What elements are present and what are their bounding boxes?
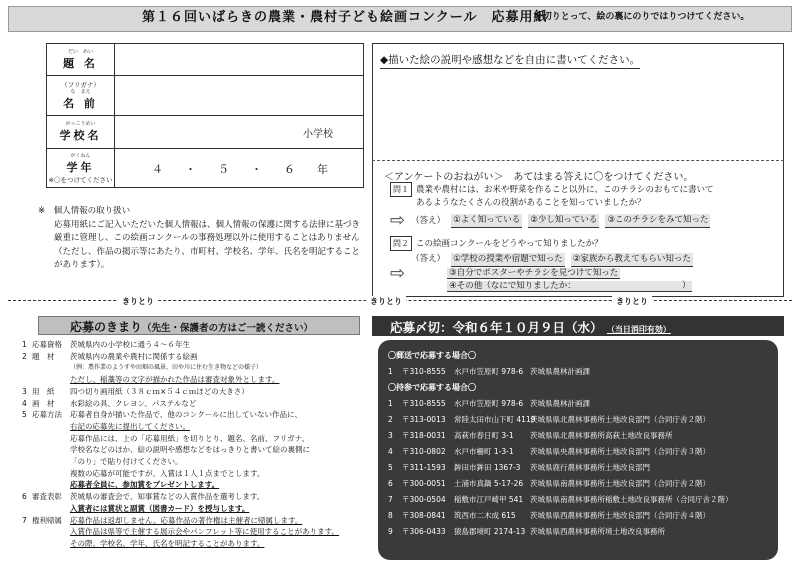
survey-divider bbox=[372, 160, 784, 161]
rule-number: 1 bbox=[22, 340, 27, 349]
address-org: 茨城県県央農林事務所土地改良部門（合同庁舎３階） bbox=[530, 447, 710, 456]
name-ruby: な まえ bbox=[70, 89, 91, 95]
address-location: 水戸市笠原町 978-6 bbox=[454, 367, 524, 376]
rules-heading-text: 応募のきまり bbox=[70, 320, 143, 334]
q2-option-4[interactable]: ④その他（なにで知りましたか： ） bbox=[449, 281, 691, 291]
grade-option-4[interactable]: ４ bbox=[152, 163, 163, 176]
address-location: 水戸市柵町 1-3-1 bbox=[454, 447, 514, 456]
rule-number: 2 bbox=[22, 351, 27, 361]
address-location: 鉾田市鉾田 1367-3 bbox=[454, 463, 521, 472]
mail-heading: 〇郵送で応募する場合〇 bbox=[388, 351, 476, 360]
description-field[interactable] bbox=[376, 72, 778, 156]
rule-line: 入賞者には賞状と副賞（図書カード）を授与します。 bbox=[70, 503, 250, 513]
address-row bbox=[388, 524, 772, 540]
address-location: 高萩市春日町 3-1 bbox=[454, 431, 514, 440]
q1-tag: 問１ bbox=[390, 182, 412, 197]
address-zip: 〒311-1593 bbox=[402, 463, 446, 472]
cut-label-left: きりとり bbox=[118, 296, 158, 307]
rules-heading-sub: （先生・保護者の方はご一読ください） bbox=[142, 323, 314, 334]
school-label: 学校名 bbox=[59, 129, 102, 142]
address-org: 茨城県県北農林事務所高萩土地改良事務所 bbox=[530, 431, 673, 440]
deadline bbox=[390, 318, 671, 336]
rule-key: 権利帰属 bbox=[32, 515, 62, 525]
q1-answer-label: （答え） bbox=[411, 215, 446, 226]
rule-key: 応募方法 bbox=[32, 410, 62, 420]
form-row-school bbox=[47, 116, 363, 149]
address-row bbox=[388, 364, 772, 380]
name-label-cell bbox=[47, 76, 115, 115]
entry-form-table bbox=[46, 43, 364, 188]
rule-line: 右記の応募先に提出してください。 bbox=[70, 421, 190, 431]
address-location: 常陸太田市山下町 4119 bbox=[454, 415, 536, 424]
q2-tag: 問２ bbox=[390, 236, 412, 251]
privacy-body: 応募用紙にご記入いただいた個人情報は、個人情報の保護に関する法律に基づき厳重に管理し、この絵画コンクールの事務処理以外に使用することはありません（ただし、作品の掲示等にあたり、市町村、学校名、学年、氏名を明記することがあります）。 bbox=[54, 219, 361, 270]
address-zip: 〒310-8555 bbox=[402, 367, 446, 376]
q1-text-line1: 農業や農村には、お米や野菜を作ること以外に、このチラシのおもてに書いて bbox=[416, 185, 714, 195]
address-row bbox=[388, 460, 772, 476]
rule-item bbox=[22, 491, 367, 514]
rules-heading bbox=[70, 318, 313, 335]
form-row-grade bbox=[47, 149, 363, 187]
address-row bbox=[388, 428, 772, 444]
q1-text-line2: あるようなたくさんの役割があることを知っていましたか？ bbox=[416, 198, 646, 208]
address-row bbox=[388, 396, 772, 412]
rule-line: 学校名などのほか、絵の説明や感想などをはっきりと書いて絵の裏側に bbox=[70, 445, 310, 455]
title-label: 題 名 bbox=[63, 56, 98, 70]
name-label: 名 前 bbox=[63, 97, 98, 110]
furigana-label: （フリガナ） bbox=[61, 81, 100, 89]
privacy-notice bbox=[38, 205, 368, 273]
address-org: 茨城県農林計画課 bbox=[530, 399, 590, 408]
grade-ruby: がくねん bbox=[70, 152, 91, 159]
form-row-name bbox=[47, 76, 363, 116]
address-location: 水戸市笠原町 978-6 bbox=[454, 399, 524, 408]
grade-suffix: 年 bbox=[317, 163, 328, 176]
rule-item bbox=[22, 351, 367, 386]
rule-line: 四つ切り画用紙（３８ｃｍ×５４ｃｍほどの大きさ） bbox=[70, 386, 249, 396]
address-location: 猿島郡境町 2174-13 bbox=[454, 527, 526, 536]
address-location: 筑西市二木成 615 bbox=[454, 511, 516, 520]
address-location: 土浦市真鍋 5-17-26 bbox=[454, 479, 524, 488]
survey-heading: ＜アンケートのおねがい＞ あてはまる答えに〇をつけてください。 bbox=[384, 172, 694, 183]
address-number: 5 bbox=[388, 463, 393, 472]
grade-option-5[interactable]: ５ bbox=[218, 163, 229, 176]
address-number: 3 bbox=[388, 431, 393, 440]
grade-options bbox=[117, 161, 363, 177]
q2-option-2[interactable]: ②家族から教えてもらい知った bbox=[571, 253, 693, 267]
q2-text: この絵画コンクールをどうやって知りましたか？ bbox=[416, 239, 603, 249]
grade-label-cell bbox=[47, 149, 115, 187]
address-zip: 〒308-0841 bbox=[402, 511, 446, 520]
address-org: 茨城県県西農林事務所土地改良部門（合同庁舎４階） bbox=[530, 511, 710, 520]
title-field[interactable] bbox=[117, 44, 363, 75]
grade-label: 学年 bbox=[66, 160, 95, 174]
rule-line: 入賞作品は県等で主催する展示会やパンフレット等に使用することがあります。 bbox=[70, 527, 340, 537]
address-org: 茨城県県南農林事務所土地改良部門（合同庁舎２階） bbox=[530, 479, 710, 488]
rule-line: その際、学校名、学年、氏名を明記することがあります。 bbox=[70, 538, 265, 548]
arrow-right-icon: ⇨ bbox=[390, 210, 406, 231]
rule-item bbox=[22, 515, 367, 550]
rule-item bbox=[22, 386, 367, 398]
address-zip: 〒300-0504 bbox=[402, 495, 446, 504]
address-zip: 〒318-0031 bbox=[402, 431, 446, 440]
deadline-note: （当日消印有効） bbox=[606, 325, 671, 334]
address-row bbox=[388, 412, 772, 428]
rule-key: 審査表彰 bbox=[32, 492, 62, 502]
rule-item bbox=[22, 398, 367, 410]
address-number: 9 bbox=[388, 527, 393, 536]
rule-key: 応募資格 bbox=[32, 340, 62, 349]
grade-option-6[interactable]: ６ bbox=[284, 163, 295, 176]
address-row bbox=[388, 492, 772, 508]
address-org: 茨城県農林計画課 bbox=[530, 367, 590, 376]
q2-answer-label: （答え） bbox=[411, 254, 446, 264]
address-row bbox=[388, 508, 772, 524]
rule-line: 茨城県の審査会で、知事賞などの入賞作品を選考します。 bbox=[70, 492, 265, 502]
q1-option-1[interactable]: ①よく知っている bbox=[451, 214, 522, 228]
address-number: 8 bbox=[388, 511, 393, 520]
address-number: 1 bbox=[388, 399, 393, 408]
rule-key: 画 材 bbox=[32, 398, 55, 408]
school-field[interactable] bbox=[117, 116, 363, 148]
school-label-cell bbox=[47, 116, 115, 148]
rule-line: 応募者自身が描いた作品で、他のコンクールに出していない作品に、 bbox=[70, 410, 303, 420]
address-row bbox=[388, 476, 772, 492]
rule-number: 3 bbox=[22, 386, 27, 396]
address-number: 6 bbox=[388, 479, 393, 488]
address-number: 7 bbox=[388, 495, 393, 504]
rule-number: 7 bbox=[22, 515, 27, 525]
address-org: 茨城県県北農林事務所土地改良部門（合同庁舎２階） bbox=[530, 415, 710, 424]
deadline-text: 応募〆切：令和６年１０月９日（水） bbox=[390, 320, 603, 335]
cut-label-right: きりとり bbox=[612, 296, 652, 307]
title-label-cell bbox=[47, 44, 115, 75]
address-org: 茨城県県西農林事務所境土地改良事務所 bbox=[530, 527, 665, 536]
rule-line: 応募作品には、上の「応募用紙」を切りとり、題名、名前、フリガナ、 bbox=[70, 433, 310, 443]
grade-field[interactable] bbox=[117, 149, 363, 187]
rule-line: 応募者全員に、参加賞をプレゼントします。 bbox=[70, 480, 220, 490]
address-list bbox=[388, 348, 772, 540]
rule-line: 応募作品は返却しません。応募作品の著作権は主催者に帰属します。 bbox=[70, 515, 303, 525]
rule-line: ただし、稲藁等の文字が描かれた作品は審査対象外とします。 bbox=[70, 375, 280, 385]
arrow-right-icon: ⇨ bbox=[390, 263, 406, 284]
bring-heading: 〇持参で応募する場合〇 bbox=[388, 383, 476, 392]
address-zip: 〒310-8555 bbox=[402, 399, 446, 408]
privacy-title: ※ 個人情報の取り扱い bbox=[38, 206, 131, 216]
cut-instruction: ※切りとって、絵の裏にのりではりつけてください。 bbox=[534, 12, 750, 22]
rule-number: 5 bbox=[22, 410, 27, 420]
address-zip: 〒310-0802 bbox=[402, 447, 446, 456]
form-row-title bbox=[47, 44, 363, 76]
rule-line: 水彩絵の具、クレヨン、パステルなど bbox=[70, 398, 197, 408]
address-number: 1 bbox=[388, 367, 393, 376]
q2-option-1[interactable]: ①学校の授業や宿題で知った bbox=[451, 253, 565, 267]
page-title: 第１６回いばらきの農業・農村子ども絵画コンクール 応募用紙 bbox=[142, 10, 548, 25]
address-zip: 〒313-0013 bbox=[402, 415, 446, 424]
rule-number: 6 bbox=[22, 492, 27, 502]
q2-option-3[interactable]: ③自分でポスターやチラシを見つけて知った bbox=[449, 268, 619, 278]
rule-key: 用 紙 bbox=[32, 386, 55, 396]
address-zip: 〒306-0433 bbox=[402, 527, 446, 536]
description-prompt: ◆描いた絵の説明や感想などを自由に書いてください。 bbox=[380, 52, 640, 69]
address-row bbox=[388, 444, 772, 460]
grade-separator: ・ bbox=[185, 163, 196, 176]
title-ruby: だい めい bbox=[67, 48, 93, 55]
rule-line: 茨城県内の農業や農村に関係する絵画 bbox=[70, 351, 198, 361]
rules-list bbox=[22, 339, 367, 550]
address-org: 茨城県鹿行農林事務所土地改良部門 bbox=[530, 463, 650, 472]
school-suffix: 小学校 bbox=[303, 129, 333, 140]
grade-instruction: ※〇をつけてください bbox=[48, 175, 113, 184]
address-org: 茨城県県南農林事務所稲敷土地改良事務所（合同庁舎２階） bbox=[530, 495, 733, 504]
address-number: 2 bbox=[388, 415, 393, 424]
q1-option-2[interactable]: ②少し知っている bbox=[528, 214, 599, 228]
survey-q2 bbox=[390, 236, 780, 293]
survey-q1 bbox=[390, 182, 780, 230]
rule-number: 4 bbox=[22, 398, 27, 408]
school-ruby: がっこうめい bbox=[65, 121, 96, 127]
address-number: 4 bbox=[388, 447, 393, 456]
rule-key: 題 材 bbox=[32, 351, 55, 361]
rule-item bbox=[22, 409, 367, 491]
rule-line: 複数の応募が可能ですが、入賞は１人１点までとします。 bbox=[70, 468, 265, 478]
rule-item bbox=[22, 339, 367, 351]
cut-label-center: きりとり bbox=[366, 296, 406, 307]
address-zip: 〒300-0051 bbox=[402, 479, 446, 488]
address-location: 稲敷市江戸崎甲 541 bbox=[454, 495, 524, 504]
rule-line: 茨城県内の小学校に通う４～６年生 bbox=[70, 340, 190, 349]
name-field[interactable] bbox=[117, 76, 363, 115]
rule-line: 「のり」で貼り付けてください。 bbox=[70, 457, 183, 467]
rule-line: （例：農作業のようすや田畑の風景、田や川に住む生き物などの様子） bbox=[70, 364, 263, 372]
q1-option-3[interactable]: ③このチラシをみて知った bbox=[605, 214, 710, 228]
grade-separator: ・ bbox=[251, 163, 262, 176]
